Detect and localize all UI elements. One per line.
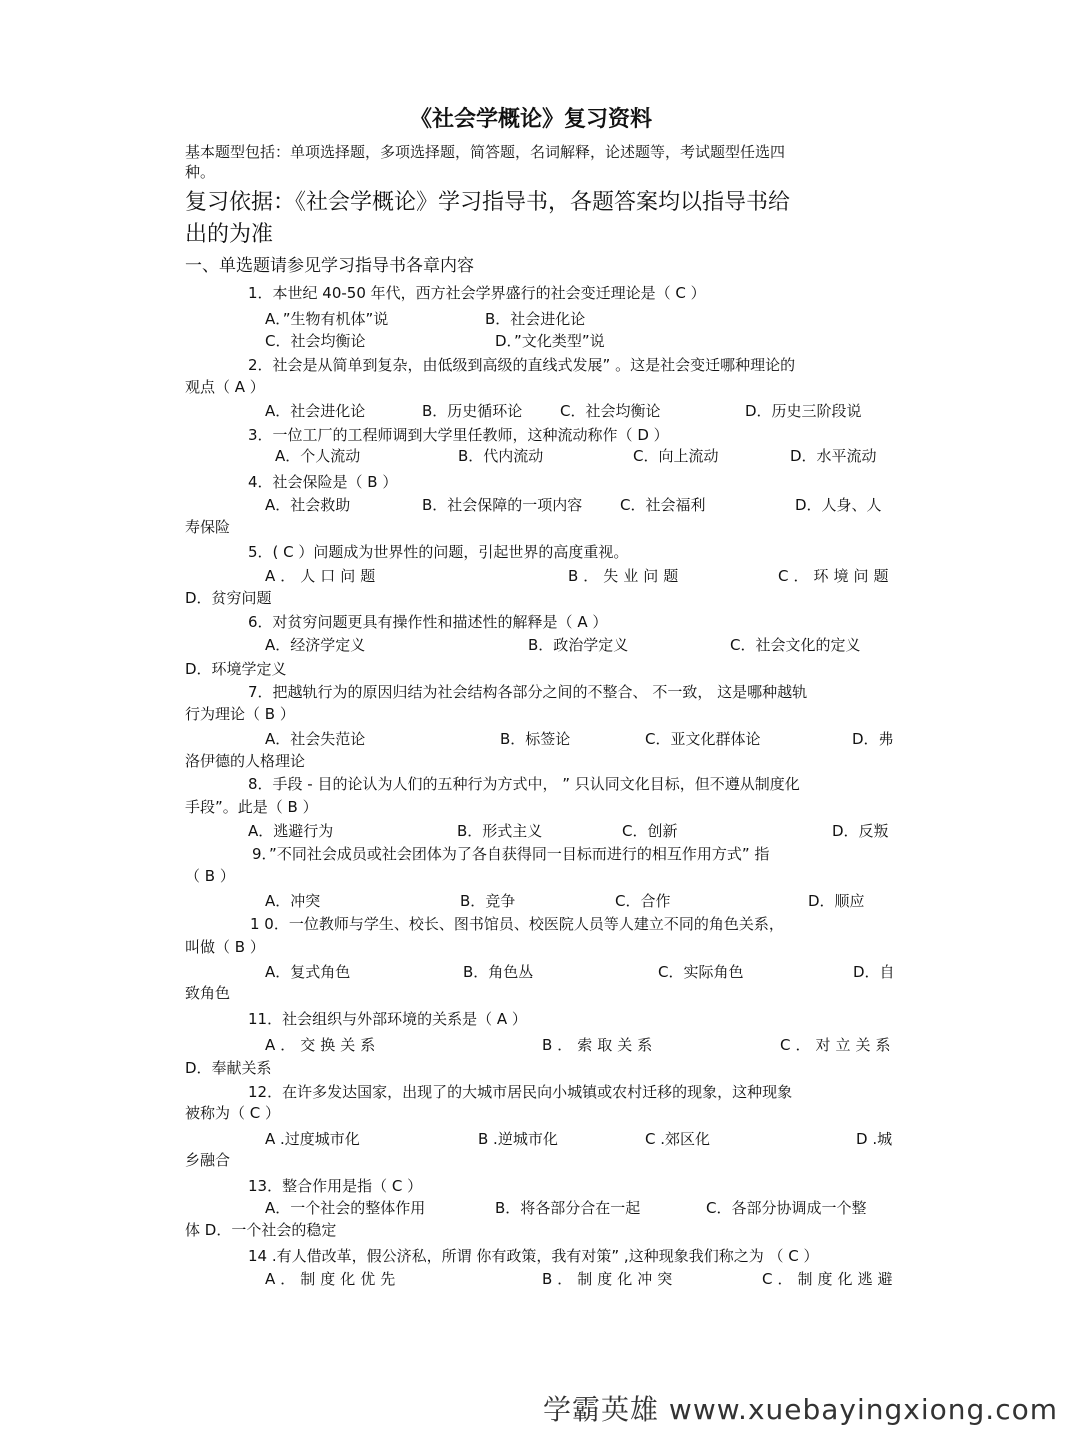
q12-option-d: D .城 (856, 1130, 893, 1148)
question-3: 3．一位工厂的工程师调到大学里任教师，这种流动称作（ D ） (248, 426, 669, 444)
section-heading: 一、单选题请参见学习指导书各章内容 (185, 256, 474, 276)
question-10: 1 0．一位教师与学生、校长、图书馆员、校医院人员等人建立不同的角色关系， (250, 915, 784, 933)
q2-option-c: C．社会均衡论 (560, 402, 661, 420)
q9-option-c: C．合作 (615, 892, 671, 910)
question-7-cont: 行为理论（ B ） (185, 705, 295, 723)
q4-option-b: B．社会保障的一项内容 (422, 496, 583, 514)
q2-option-b: B．历史循环论 (422, 402, 523, 420)
q6-option-c: C．社会文化的定义 (730, 636, 861, 654)
q13-option-c-cont: 体 D．一个社会的稳定 (185, 1221, 337, 1239)
q9-option-d: D．顺应 (808, 892, 865, 910)
q6-option-a: A．经济学定义 (265, 636, 366, 654)
q7-option-a: A．社会失范论 (265, 730, 366, 748)
q10-option-a: A．复式角色 (265, 963, 351, 981)
q1-option-d: D．”文化类型”说 (495, 332, 605, 350)
q12-option-b: B .逆城市化 (478, 1130, 558, 1148)
review-basis-cont: 出的为准 (185, 222, 274, 247)
q10-option-c: C．实际角色 (658, 963, 744, 981)
q4-option-a: A．社会救助 (265, 496, 351, 514)
question-9: 9．”不同社会成员或社会团体为了各自获得同一目标而进行的相互作用方式” 指 (252, 845, 770, 863)
q10-option-d-cont: 致角色 (185, 984, 231, 1002)
q13-option-b: B．将各部分合在一起 (495, 1199, 641, 1217)
q9-option-a: A．冲突 (265, 892, 321, 910)
q4-option-d: D．人身、人 (795, 496, 882, 514)
question-12: 12．在许多发达国家，出现了的大城市居民向小城镇或农村迁移的现象，这种现象 (248, 1083, 793, 1101)
q12-option-a: A .过度城市化 (265, 1130, 360, 1148)
question-9-cont: （ B ） (185, 867, 235, 885)
q3-option-b: B．代内流动 (458, 447, 544, 465)
intro-text-cont: 种。 (185, 163, 216, 181)
q1-option-b: B．社会进化论 (485, 310, 586, 328)
q12-option-d-cont: 乡融合 (185, 1151, 231, 1169)
q3-option-d: D．水平流动 (790, 447, 877, 465)
q9-option-b: B．竞争 (460, 892, 516, 910)
question-2: 2．社会是从简单到复杂，由低级到高级的直线式发展” 。这是社会变迁哪种理论的 (248, 356, 796, 374)
q7-option-d-cont: 洛伊德的人格理论 (185, 752, 306, 770)
q8-option-c: C．创新 (622, 822, 678, 840)
question-1: 1．本世纪 40-50 年代，西方社会学界盛行的社会变迁理论是（ C ） (248, 284, 706, 302)
question-8-cont: 手段”。此是（ B ） (185, 798, 318, 816)
question-14: 14 .有人借改革，假公济私，所谓 你有政策，我有对策” ,这种现象我们称之为 （ C ） (248, 1247, 819, 1265)
q12-option-c: C .郊区化 (645, 1130, 711, 1148)
page-title: 《社会学概论》复习资料 (410, 107, 653, 132)
q6-option-d: D．环境学定义 (185, 660, 287, 678)
question-11: 11．社会组织与外部环境的关系是（ A ） (248, 1010, 527, 1028)
q11-option-d: D．奉献关系 (185, 1059, 272, 1077)
q5-option-a: A．人口问题 (265, 567, 381, 585)
question-2-cont: 观点（ A ） (185, 378, 265, 396)
q4-option-c: C．社会福利 (620, 496, 706, 514)
q8-option-b: B．形式主义 (457, 822, 543, 840)
q11-option-a: A．交换关系 (265, 1036, 381, 1054)
q13-option-c: C．各部分协调成一个整 (706, 1199, 867, 1217)
q3-option-a: A．个人流动 (275, 447, 361, 465)
q4-option-d-cont: 寿保险 (185, 518, 231, 536)
question-6: 6．对贫穷问题更具有操作性和描述性的解释是（ A ） (248, 613, 608, 631)
q11-option-c: C．对立关系 (780, 1036, 896, 1054)
q13-option-a: A．一个社会的整体作用 (265, 1199, 426, 1217)
intro-text: 基本题型包括：单项选择题，多项选择题，简答题，名词解释，论述题等，考试题型任选四 (185, 143, 786, 161)
question-8: 8．手段 - 目的论认为人们的五种行为方式中， ” 只认同文化目标，但不遵从制度化 (248, 775, 800, 793)
q6-option-b: B．政治学定义 (528, 636, 629, 654)
q7-option-d: D．弗 (852, 730, 894, 748)
q11-option-b: B．索取关系 (542, 1036, 658, 1054)
q10-option-d: D．自 (853, 963, 895, 981)
q8-option-d: D．反叛 (832, 822, 889, 840)
question-4: 4．社会保险是（ B ） (248, 473, 398, 491)
q14-option-c: C．制度化逃避 (762, 1270, 898, 1288)
q14-option-a: A．制度化优先 (265, 1270, 401, 1288)
q10-option-b: B．角色丛 (463, 963, 534, 981)
q2-option-a: A．社会进化论 (265, 402, 366, 420)
q5-option-b: B．失业问题 (568, 567, 684, 585)
q1-option-c: C．社会均衡论 (265, 332, 366, 350)
q5-option-d: D．贫穷问题 (185, 589, 272, 607)
question-5: 5．( C ）问题成为世界性的问题，引起世界的高度重视。 (248, 543, 629, 561)
q1-option-a: A．”生物有机体”说 (265, 310, 389, 328)
site-watermark: 学霸英雄 www.xuebayingxiong.com (543, 1393, 1058, 1426)
q7-option-b: B．标签论 (500, 730, 571, 748)
question-7: 7．把越轨行为的原因归结为社会结构各部分之间的不整合、 不一致， 这是哪种越轨 (248, 683, 808, 701)
review-basis: 复习依据：《社会学概论》学习指导书，各题答案均以指导书给 (185, 190, 791, 215)
q7-option-c: C．亚文化群体论 (645, 730, 761, 748)
question-10-cont: 叫做（ B ） (185, 938, 265, 956)
question-12-cont: 被称为（ C ） (185, 1104, 281, 1122)
question-13: 13．整合作用是指（ C ） (248, 1177, 423, 1195)
q3-option-c: C．向上流动 (633, 447, 719, 465)
q5-option-c: C．环境问题 (778, 567, 894, 585)
q8-option-a: A．逃避行为 (248, 822, 334, 840)
q14-option-b: B．制度化冲突 (542, 1270, 678, 1288)
q2-option-d: D．历史三阶段说 (745, 402, 862, 420)
